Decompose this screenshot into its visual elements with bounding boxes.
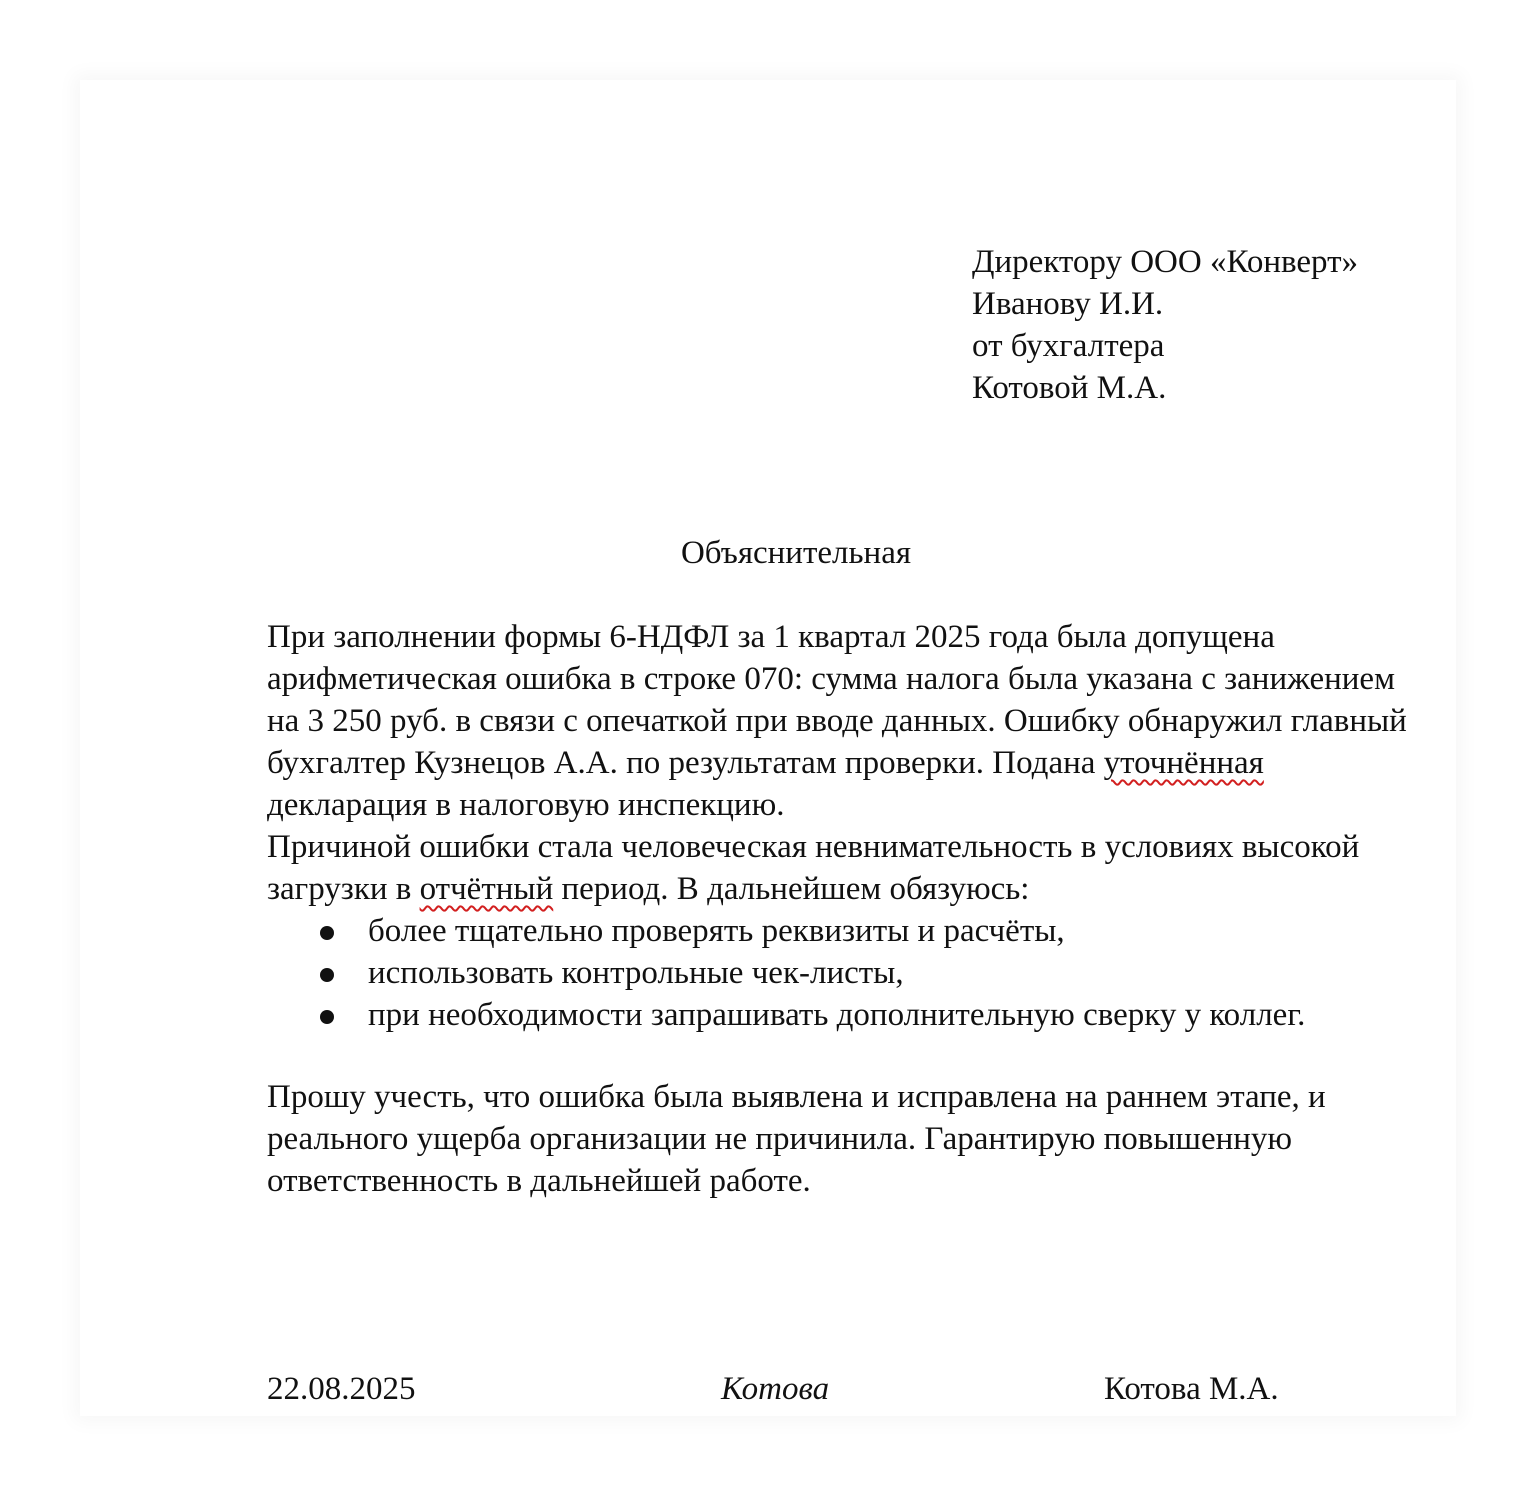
signature: Котова <box>721 1371 830 1407</box>
body-line: арифметическая ошибка в строке 070: сумма налога была указана с занижением <box>267 661 1395 697</box>
spellcheck-flagged-word[interactable]: отчётный <box>419 871 554 907</box>
spellcheck-flagged-word[interactable]: уточнённая <box>1103 745 1264 781</box>
signature-date: 22.08.2025 <box>267 1371 416 1407</box>
list-item <box>267 910 1407 952</box>
addressee-block <box>972 241 1358 409</box>
addressee-line: Иванову И.И. <box>972 286 1164 322</box>
list-item <box>267 952 1407 994</box>
commitments-list <box>267 910 1407 1036</box>
document-page <box>80 80 1456 1416</box>
body-line: на 3 250 руб. в связи с опечаткой при вводе данных. Ошибку обнаружил главный <box>267 703 1407 739</box>
addressee-line: от бухгалтера <box>972 328 1165 364</box>
body-line: Причиной ошибки стала человеческая невнимательность в условиях высокой <box>267 829 1360 865</box>
closing-paragraph <box>267 1076 1326 1202</box>
addressee-line: Директору ООО «Конверт» <box>972 244 1359 280</box>
body-line: Прошу учесть, что ошибка была выявлена и исправлена на раннем этапе, и <box>267 1079 1326 1115</box>
body-line: При заполнении формы 6-НДФЛ за 1 квартал 2025 года была допущена <box>267 619 1275 655</box>
body-line: декларация в налоговую инспекцию. <box>267 787 785 823</box>
addressee-line: Котовой М.А. <box>972 370 1167 406</box>
bullet-icon <box>320 1010 334 1024</box>
bullet-icon <box>320 968 334 982</box>
list-item-text: более тщательно проверять реквизиты и расчёты, <box>368 913 1065 949</box>
body-text: загрузки в <box>267 871 420 907</box>
body-line <box>267 868 1407 910</box>
list-item <box>267 994 1407 1036</box>
list-item-text: при необходимости запрашивать дополнительную сверку у коллег. <box>368 997 1306 1033</box>
body-line: ответственность в дальнейшей работе. <box>267 1163 811 1199</box>
list-item-text: использовать контрольные чек-листы, <box>368 955 904 991</box>
body-text: период. В дальнейшем обязуюсь: <box>553 871 1030 907</box>
body-text: бухгалтер Кузнецов А.А. по результатам проверки. Подана <box>267 745 1104 781</box>
document-title: Объяснительная <box>680 535 912 571</box>
signer-name: Котова М.А. <box>1104 1371 1279 1407</box>
body-line: реального ущерба организации не причинила. Гарантирую повышенную <box>267 1121 1293 1157</box>
body-line <box>267 742 1407 784</box>
document-body <box>267 616 1407 1036</box>
bullet-icon <box>320 926 334 940</box>
